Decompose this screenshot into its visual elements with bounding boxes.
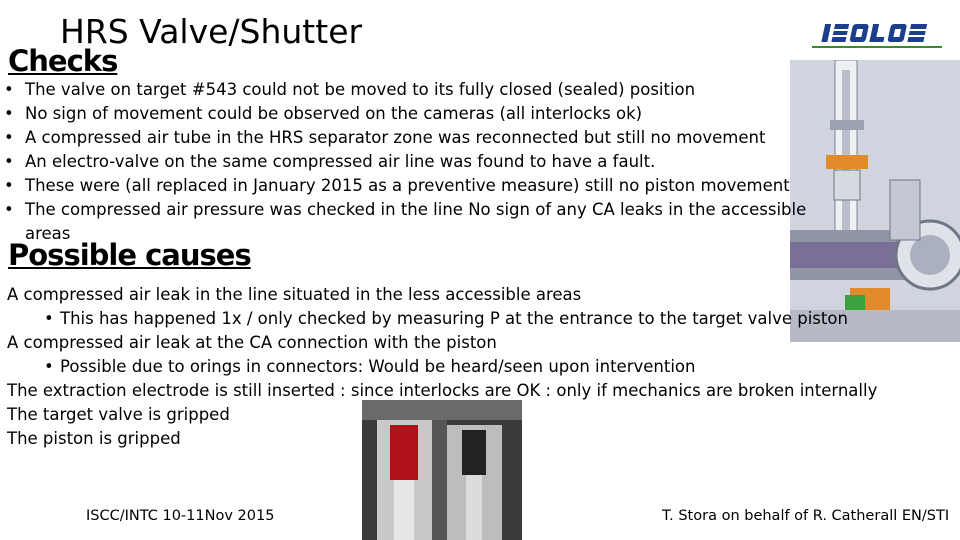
cause-item: A compressed air leak in the line situated in the less accessible areas bbox=[7, 285, 582, 304]
cause-subitem-text: Possible due to orings in connectors: Would be heard/seen upon intervention bbox=[60, 357, 696, 376]
hardware-photo-icon bbox=[362, 400, 522, 540]
bullet-icon: • bbox=[44, 357, 54, 376]
cause-subitem bbox=[44, 355, 695, 379]
bullet-icon: • bbox=[4, 80, 14, 99]
cause-subitem-text: This has happened 1x / only checked by measuring P at the entrance to the target valve piston bbox=[60, 309, 848, 328]
bullet-icon: • bbox=[4, 104, 14, 123]
cause-item: A compressed air leak at the CA connection with the piston bbox=[7, 333, 497, 352]
checks-list bbox=[4, 78, 854, 246]
bullet-icon: • bbox=[44, 309, 54, 328]
cause-item: The extraction electrode is still inserted : since interlocks are OK : only if mechanics are broken internally bbox=[7, 381, 878, 400]
list-item bbox=[4, 102, 854, 126]
list-item-text: These were (all replaced in January 2015 as a preventive measure) still no piston movement bbox=[25, 176, 790, 195]
list-item-text: A compressed air tube in the HRS separator zone was reconnected but still no movement bbox=[25, 128, 766, 147]
slide-title: HRS Valve/Shutter bbox=[60, 12, 363, 51]
hardware-photo-image bbox=[362, 400, 522, 540]
list-item-text: An electro-valve on the same compressed air line was found to have a fault. bbox=[25, 152, 656, 171]
list-item-text: The valve on target #543 could not be moved to its fully closed (sealed) position bbox=[25, 80, 696, 99]
bullet-icon: • bbox=[4, 200, 14, 219]
list-item bbox=[4, 174, 854, 198]
footer-left: ISCC/INTC 10-11Nov 2015 bbox=[86, 508, 275, 524]
bullet-icon: • bbox=[4, 176, 14, 195]
list-item-text: No sign of movement could be observed on the cameras (all interlocks ok) bbox=[25, 104, 643, 123]
list-item bbox=[4, 78, 854, 102]
cause-item: The target valve is gripped bbox=[7, 405, 230, 424]
list-item bbox=[4, 150, 854, 174]
cause-subitem bbox=[44, 307, 848, 331]
isolde-logo bbox=[812, 20, 942, 50]
footer-right: T. Stora on behalf of R. Catherall EN/STI bbox=[662, 508, 950, 524]
causes-heading: Possible causes bbox=[8, 238, 251, 272]
checks-heading: Checks bbox=[8, 44, 118, 78]
cause-item: The piston is gripped bbox=[7, 429, 181, 448]
list-item bbox=[4, 126, 854, 150]
list-item-continuation: areas bbox=[25, 224, 71, 243]
bullet-icon: • bbox=[4, 152, 14, 171]
list-item-text: The compressed air pressure was checked in the line No sign of any CA leaks in the accessible bbox=[25, 200, 807, 219]
bullet-icon: • bbox=[4, 128, 14, 147]
